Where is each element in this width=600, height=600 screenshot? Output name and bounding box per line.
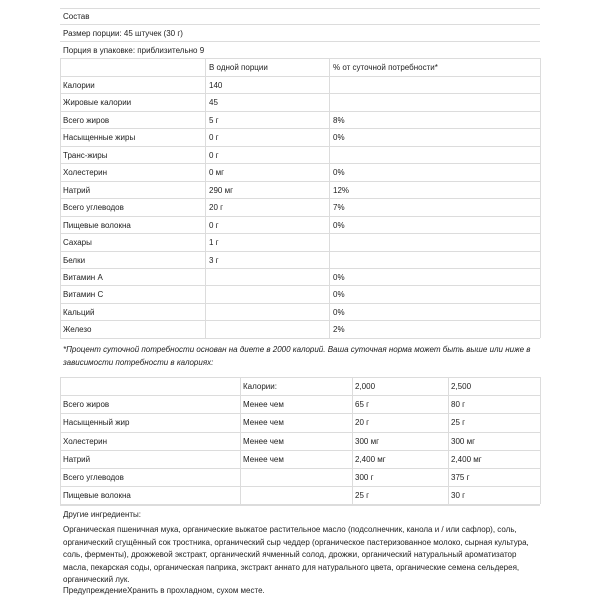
dv-cell-v1: 2,400 мг: [355, 454, 386, 464]
nutrition-cell-dv: 0%: [333, 290, 345, 300]
divider: [60, 93, 540, 94]
divider: [60, 146, 540, 147]
divider: [60, 233, 540, 234]
nutrition-cell-label: Белки: [63, 255, 86, 265]
dv-cell-v2: 2,400 мг: [451, 454, 482, 464]
dv-cell-label: Натрий: [63, 454, 91, 464]
nutrition-cell-amount: 0 г: [209, 133, 219, 143]
nutrition-cell-amount: 0 г: [209, 150, 219, 160]
nutrition-cell-amount: 20 г: [209, 203, 224, 213]
divider: [60, 377, 540, 378]
divider: [60, 285, 540, 286]
divider: [60, 486, 540, 487]
dv-cell-v2: 80 г: [451, 400, 466, 410]
grid-line: [540, 58, 541, 338]
nutrition-cell-amount: 140: [209, 81, 223, 90]
storage-warning: ПредупреждениеХранить в прохладном, сухом месте.: [63, 586, 265, 595]
divider: [60, 163, 540, 164]
nutrition-cell-label: Сахары: [63, 238, 92, 248]
nutrition-cell-dv: 8%: [333, 115, 345, 125]
ingredients-text: Органическая пшеничная мука, органические выжатое растительное масло (подсолнечник, канола и / или сафлор), соль, органический сгущённый сок тростника, органический сыр чеддер (органическое пастеризованное молоко, сырная культура, соль, ферменты), дрожжевой экстракт, органический ячменный солод, дрожжи, органический натуральный ароматизатор масла, пекарская соды, органическая паприка, экстракт аннато для натурального цвета, органические семена сельдерея, органический лук.: [63, 525, 529, 584]
nutrition-cell-label: Калории: [63, 81, 95, 90]
nutrition-cell-dv: 2%: [333, 325, 345, 335]
divider: [60, 181, 540, 182]
dv-cell-v1: 300 г: [355, 473, 374, 482]
divider: [60, 268, 540, 269]
nutrition-cell-label: Натрий: [63, 185, 91, 195]
nutrition-cell-label: Всего углеводов: [63, 203, 124, 213]
nutrition-cell-amount: 3 г: [209, 255, 219, 265]
dv-cell-v1: 65 г: [355, 400, 370, 410]
divider: [60, 41, 540, 42]
col-header-daily-value: % от суточной потребности*: [333, 63, 438, 72]
dv-cell-v2: 30 г: [451, 491, 466, 501]
nutrition-cell-label: Холестерин: [63, 168, 107, 178]
dv-cell-limit: Менее чем: [243, 454, 284, 464]
divider: [60, 395, 540, 396]
nutrition-cell-label: Транс-жиры: [63, 150, 108, 160]
dv-cell-v2: 375 г: [451, 473, 470, 482]
nutrition-cell-label: Железо: [63, 325, 92, 335]
dv-cell-v1: 2,000: [355, 382, 376, 391]
dv-cell-v2: 300 мг: [451, 436, 475, 446]
nutrition-cell-label: Витамин C: [63, 290, 104, 300]
dv-cell-v1: 300 мг: [355, 436, 379, 446]
nutrition-cell-amount: 45: [209, 98, 218, 108]
nutrition-cell-dv: 0%: [333, 307, 345, 317]
nutrition-cell-dv: 0%: [333, 272, 345, 282]
footnote: *Процент суточной потребности основан на диете в 2000 калорий. Ваша суточная норма может быть выше или ниже в зависимости потребности в калориях:: [63, 345, 531, 367]
nutrition-cell-label: Кальций: [63, 307, 95, 317]
nutrition-cell-amount: 290 мг: [209, 185, 233, 195]
divider: [60, 432, 540, 433]
nutrition-cell-amount: 0 г: [209, 220, 219, 230]
nutrition-cell-dv: 0%: [333, 220, 345, 230]
divider: [60, 111, 540, 112]
divider: [60, 338, 540, 339]
dv-cell-limit: Менее чем: [243, 436, 284, 446]
divider: [60, 24, 540, 25]
divider: [60, 468, 540, 469]
nutrition-cell-amount: 5 г: [209, 115, 219, 125]
dv-cell-label: Всего углеводов: [63, 473, 124, 482]
divider: [60, 128, 540, 129]
divider: [60, 8, 540, 9]
divider: [60, 58, 540, 59]
nutrition-cell-amount: 1 г: [209, 238, 219, 248]
nutrition-cell-label: Пищевые волокна: [63, 220, 131, 230]
serving-size: Размер порции: 45 штучек (30 г): [63, 29, 183, 38]
dv-cell-limit: Менее чем: [243, 418, 284, 428]
grid-line: [540, 377, 541, 504]
nutrition-cell-label: Витамин A: [63, 272, 103, 282]
dv-cell-v1: 20 г: [355, 418, 370, 428]
dv-cell-v2: 2,500: [451, 382, 472, 391]
dv-cell-limit: Калории:: [243, 382, 277, 391]
nutrition-cell-dv: 7%: [333, 203, 345, 213]
divider: [60, 450, 540, 451]
ingredients-heading: Другие ингредиенты:: [63, 510, 142, 519]
nutrition-cell-label: Насыщенные жиры: [63, 133, 136, 143]
nutrition-cell-label: Всего жиров: [63, 115, 110, 125]
dv-cell-v2: 25 г: [451, 418, 466, 428]
divider: [60, 505, 540, 506]
servings-per-container: Порция в упаковке: приблизительно 9: [63, 46, 205, 55]
section-title: Состав: [63, 12, 90, 21]
dv-cell-v1: 25 г: [355, 491, 370, 501]
divider: [60, 198, 540, 199]
dv-cell-label: Всего жиров: [63, 400, 110, 410]
nutrition-cell-dv: 0%: [333, 168, 345, 178]
dv-cell-label: Насыщенный жир: [63, 418, 130, 428]
dv-cell-label: Холестерин: [63, 436, 107, 446]
nutrition-cell-label: Жировые калории: [63, 98, 132, 108]
dv-cell-label: Пищевые волокна: [63, 491, 131, 501]
dv-cell-limit: Менее чем: [243, 400, 284, 410]
divider: [60, 76, 540, 77]
divider: [60, 303, 540, 304]
col-header-per-serving: В одной порции: [209, 63, 268, 72]
divider: [60, 413, 540, 414]
divider: [60, 216, 540, 217]
nutrition-cell-amount: 0 мг: [209, 168, 225, 178]
divider: [60, 251, 540, 252]
divider: [60, 320, 540, 321]
nutrition-cell-dv: 12%: [333, 185, 350, 195]
nutrition-cell-dv: 0%: [333, 133, 345, 143]
